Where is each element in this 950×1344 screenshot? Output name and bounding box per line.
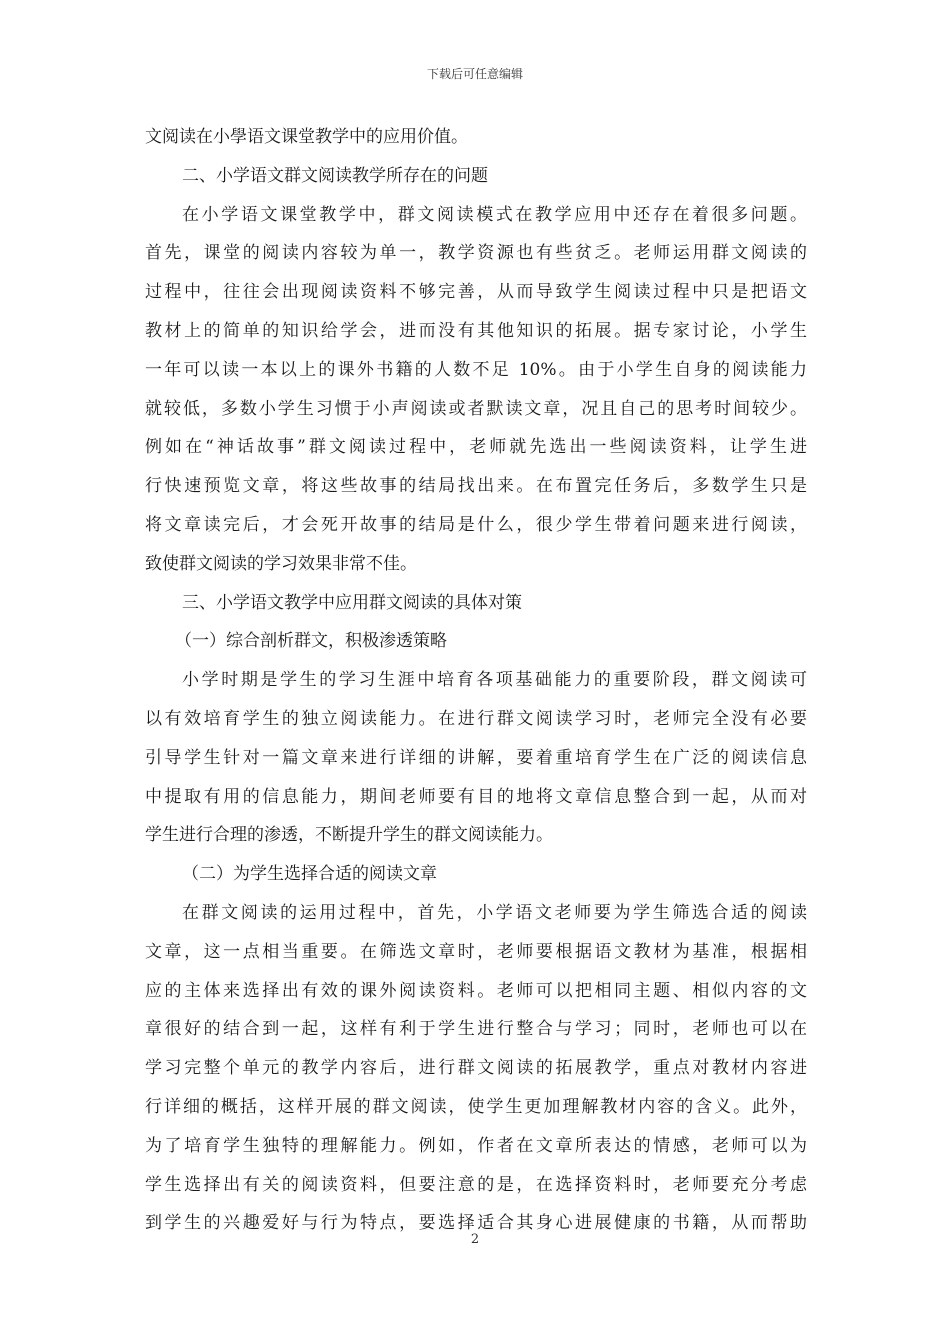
- page-header: 下载后可任意编辑: [426, 67, 523, 81]
- text-line: 在群文阅读的运用过程中，首先，小学语文老师要为学生筛选合适的阅读: [182, 902, 807, 923]
- text-line: 应的主体来选择出有效的课外阅读资料。老师可以把相同主题、相似内容的文: [145, 980, 807, 1001]
- text-line: 学习完整个单元的教学内容后，进行群文阅读的拓展教学，重点对教材内容进: [145, 1058, 807, 1079]
- text-line: 就较低，多数小学生习惯于小声阅读或者默读文章，况且自己的思考时间较少。: [145, 398, 807, 419]
- text-line: 章很好的结合到一起，这样有利于学生进行整合与学习；同时，老师也可以在: [145, 1019, 807, 1040]
- text-line: 例如在“神话故事”群文阅读过程中，老师就先选出一些阅读资料，让学生进: [145, 437, 807, 458]
- text-line: 小学时期是学生的学习生涯中培育各项基础能力的重要阶段，群文阅读可: [182, 670, 807, 691]
- section-heading: （一）综合剖析群文，积极渗透策略: [175, 631, 447, 652]
- text-line: 文阅读在小學语文课堂教学中的应用价值。: [145, 127, 468, 147]
- page-number: 2: [470, 1232, 480, 1247]
- text-line: 文章，这一点相当重要。在筛选文章时，老师要根据语文教材为基准，根据相: [145, 941, 807, 962]
- text-line: 为了培育学生独特的理解能力。例如，作者在文章所表达的情感，老师可以为: [145, 1135, 807, 1156]
- text-line: 中提取有用的信息能力，期间老师要有目的地将文章信息整合到一起，从而对: [145, 786, 807, 807]
- document-body: [145, 118, 807, 1243]
- text-line: 引导学生针对一篇文章来进行详细的讲解，要着重培育学生在广泛的阅读信息: [145, 747, 807, 768]
- section-heading: 二、小学语文群文阅读教学所存在的问题: [182, 165, 488, 186]
- text-line: 学生选择出有关的阅读资料，但要注意的是，在选择资料时，老师要充分考虑: [145, 1174, 807, 1195]
- text-line: 行快速预览文章，将这些故事的结局找出来。在布置完任务后，多数学生只是: [145, 476, 807, 497]
- text-line: 学生进行合理的渗透，不断提升学生的群文阅读能力。: [145, 825, 553, 846]
- text-line: 过程中，往往会出现阅读资料不够完善，从而导致学生阅读过程中只是把语文: [145, 282, 807, 303]
- text-line: 首先，课堂的阅读内容较为单一，教学资源也有些贫乏。老师运用群文阅读的: [145, 243, 807, 264]
- text-line: 一年可以读一本以上的课外书籍的人数不足 10%。由于小学生自身的阅读能力: [145, 359, 807, 380]
- text-line: 致使群文阅读的学习效果非常不佳。: [145, 553, 417, 574]
- text-line: 行详细的概括，这样开展的群文阅读，使学生更加理解教材内容的含义。此外，: [145, 1096, 807, 1117]
- text-line: 将文章读完后，才会死开故事的结局是什么，很少学生带着问题来进行阅读，: [145, 514, 807, 535]
- section-heading: （二）为学生选择合适的阅读文章: [182, 864, 437, 885]
- text-line: 在小学语文课堂教学中，群文阅读模式在教学应用中还存在着很多问题。: [182, 204, 807, 225]
- text-line: 教材上的简单的知识给学会，进而没有其他知识的拓展。据专家讨论，小学生: [145, 320, 807, 341]
- section-heading: 三、小学语文教学中应用群文阅读的具体对策: [182, 592, 522, 613]
- text-line: 以有效培育学生的独立阅读能力。在进行群文阅读学习时，老师完全没有必要: [145, 708, 807, 729]
- text-line: 到学生的兴趣爱好与行为特点，要选择适合其身心进展健康的书籍，从而帮助: [145, 1213, 807, 1234]
